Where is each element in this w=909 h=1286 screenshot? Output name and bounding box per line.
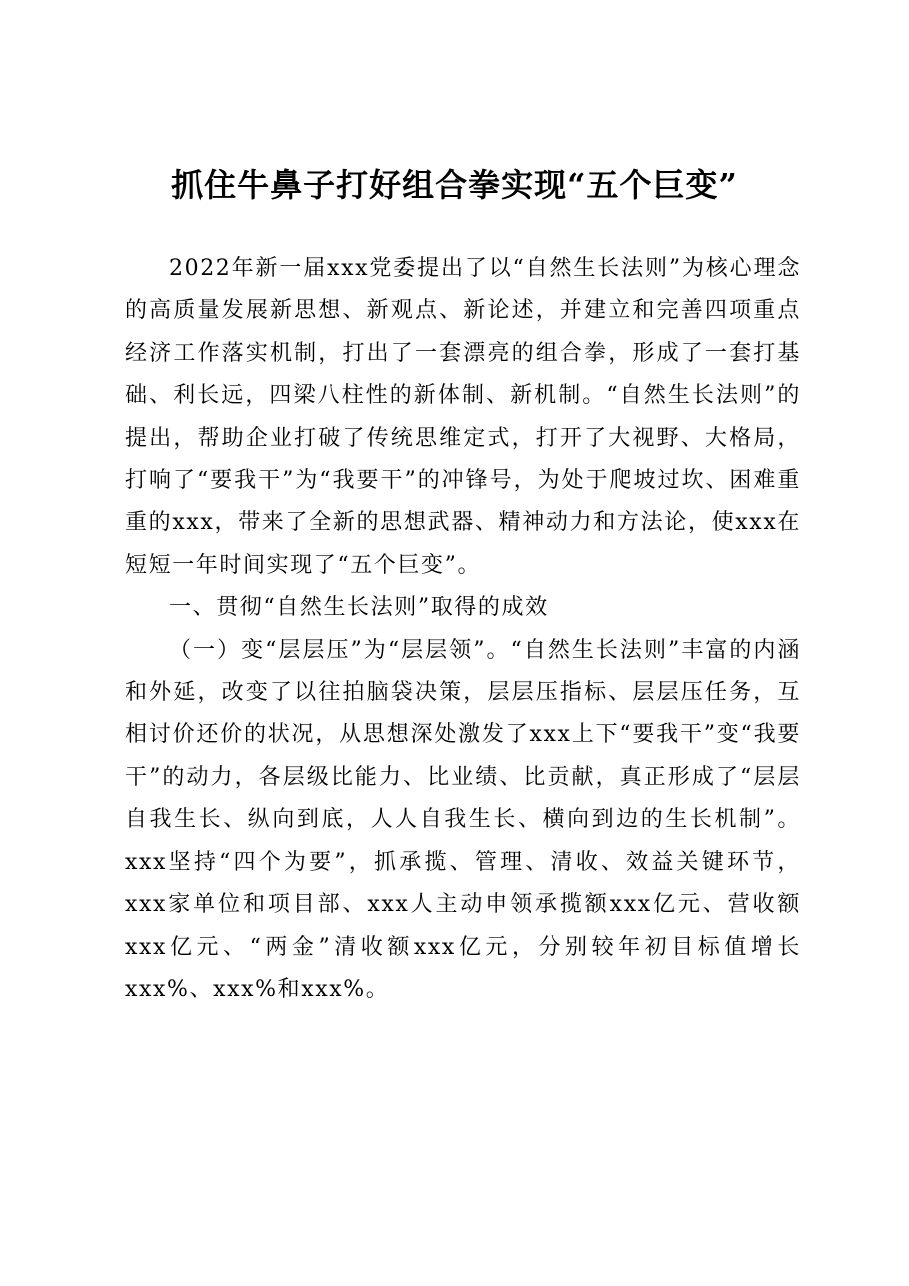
- document-title: 抓住牛鼻子打好组合拳实现“五个巨变”: [171, 166, 738, 204]
- paragraph-subsection-1: （一）变“层层压”为“层层领”。“自然生长法则”丰富的内涵和外延，改变了以往拍脑袋决策，层层压指标、层层压任务，互相讨价还价的状况，从思想深处激发了xxx上下“要我干”变“我要干”的动力，各层级比能力、比业绩、比贡献，真正形成了“层层自我生长、纵向到底，人人自我生长、横向到边的生长机制”。xxx坚持“四个为要”，抓承揽、管理、清收、效益关键环节，xxx家单位和项目部、xxx人主动申领承揽额xxx亿元、营收额xxx亿元、“两金”清收额xxx亿元，分别较年初目标值增长xxx%、xxx%和xxx%。: [125, 637, 801, 1002]
- document-body: [125, 248, 801, 1011]
- paragraph-intro: 2022年新一届xxx党委提出了以“自然生长法则”为核心理念的高质量发展新思想、新观点、新论述，并建立和完善四项重点经济工作落实机制，打出了一套漂亮的组合拳，形成了一套打基础、利长远，四梁八柱性的新体制、新机制。“自然生长法则”的提出，帮助企业打破了传统思维定式，打开了大视野、大格局，打响了“要我干”为“我要干”的冲锋号，为处于爬坡过坎、困难重重的xxx，带来了全新的思想武器、精神动力和方法论，使xxx在短短一年时间实现了“五个巨变”。: [125, 256, 801, 578]
- section-heading: 一、贯彻“自然生长法则”取得的成效: [169, 595, 549, 621]
